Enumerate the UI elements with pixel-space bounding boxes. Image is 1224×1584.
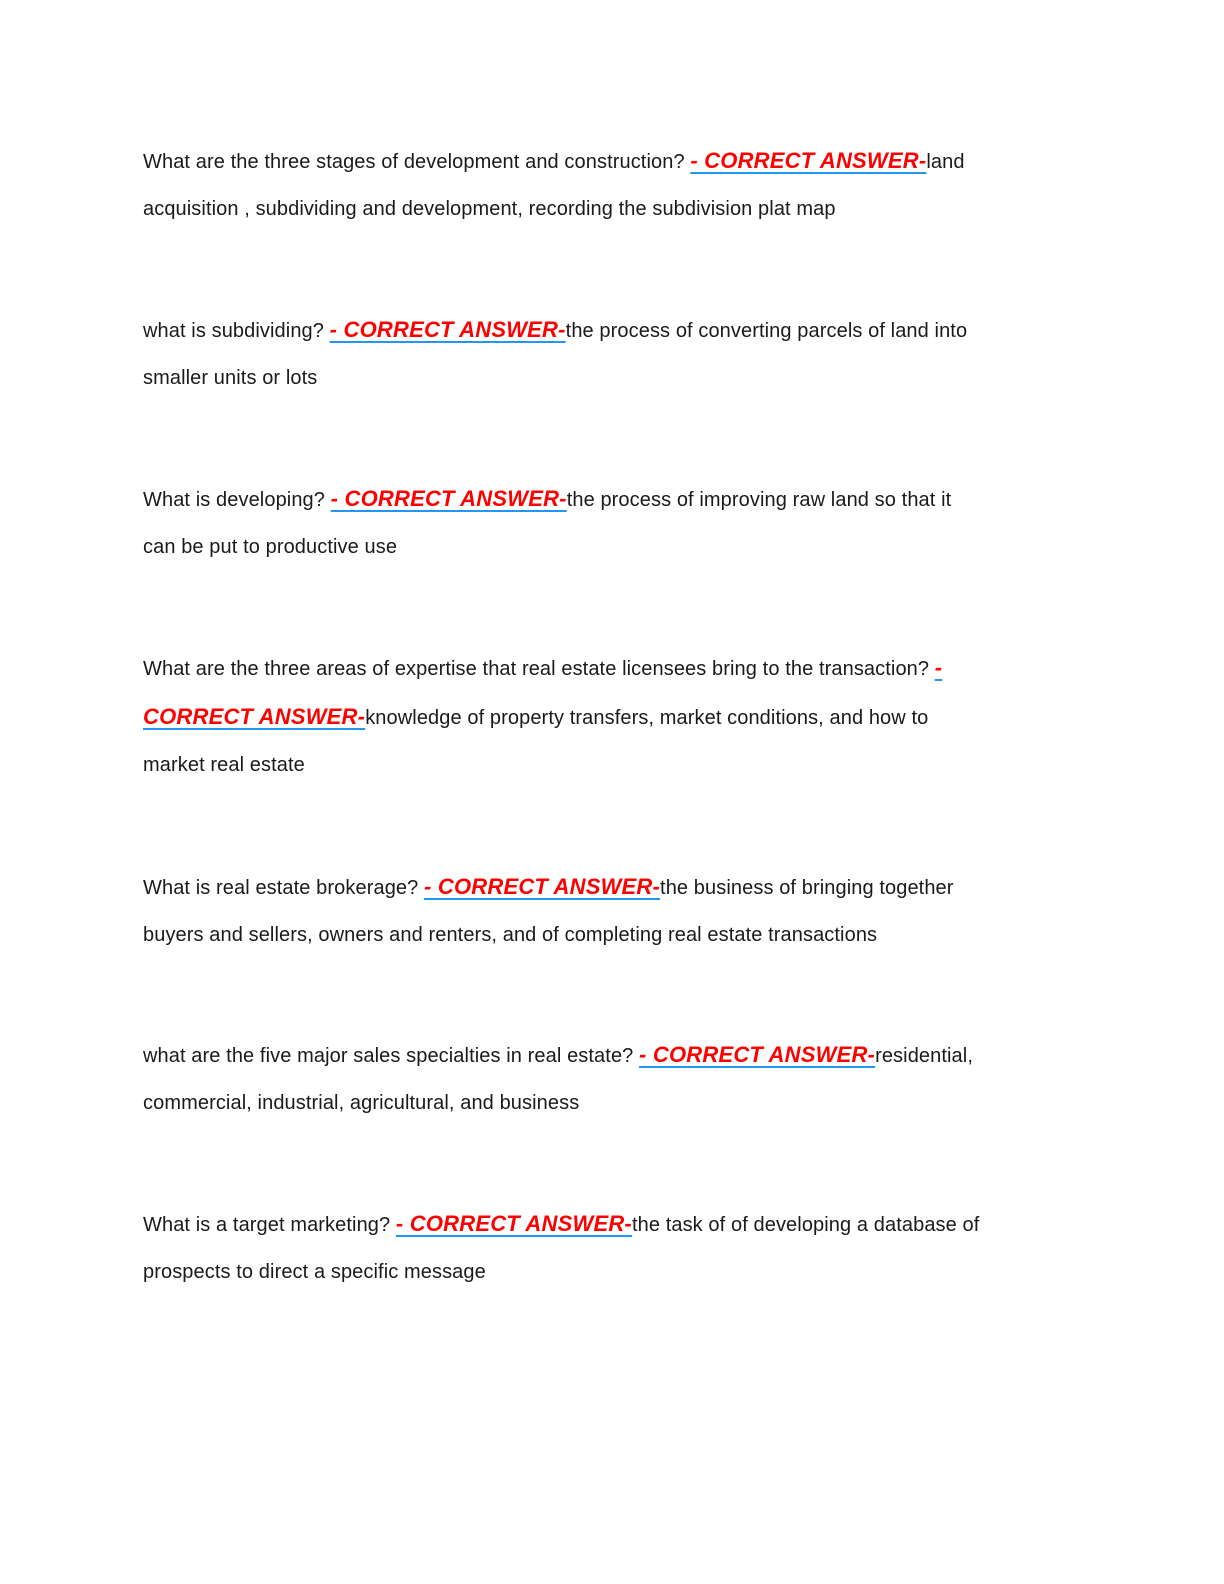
qa-line: [143, 306, 1073, 355]
answer-continuation: commercial, industrial, agricultural, and business: [143, 1092, 580, 1114]
question-text: What are the three areas of expertise that real estate licensees bring to the transaction?: [143, 658, 935, 680]
answer-text: knowledge of property transfers, market conditions, and how to: [365, 707, 929, 729]
qa-item: [143, 137, 1073, 233]
qa-line: [143, 693, 1073, 742]
qa-item: [143, 863, 1073, 959]
answer-continuation: acquisition , subdividing and development, recording the subdivision plat map: [143, 198, 836, 220]
answer-text: the task of of developing a database of: [631, 1214, 980, 1236]
qa-line: [143, 475, 1073, 524]
question-text: what are the five major sales specialties in real estate?: [143, 1045, 640, 1067]
question-text: What are the three stages of development and construction?: [143, 151, 691, 173]
answer-text: land: [926, 151, 965, 173]
answer-text: the business of bringing together: [660, 877, 954, 899]
question-text: What is a target marketing?: [143, 1214, 396, 1236]
answer-continuation: market real estate: [143, 754, 305, 776]
qa-line: [143, 644, 1073, 693]
answer-continuation: smaller units or lots: [143, 367, 318, 389]
qa-item: [143, 475, 1073, 571]
answer-continuation: can be put to productive use: [143, 536, 398, 558]
qa-line: [143, 1200, 1073, 1249]
correct-answer-tag: -: [934, 655, 943, 680]
answer-continuation: buyers and sellers, owners and renters, and of completing real estate transactions: [143, 924, 878, 946]
question-text: what is subdividing?: [143, 320, 330, 342]
qa-item: [143, 306, 1073, 402]
correct-answer-tag: CORRECT ANSWER-: [143, 704, 366, 729]
correct-answer-tag: - CORRECT ANSWER-: [690, 148, 927, 173]
correct-answer-tag: - CORRECT ANSWER-: [395, 1211, 632, 1236]
answer-text: the process of converting parcels of land into: [565, 320, 968, 342]
question-text: What is developing?: [143, 489, 331, 511]
answer-text: residential,: [875, 1045, 973, 1067]
correct-answer-tag: - CORRECT ANSWER-: [330, 486, 567, 511]
correct-answer-tag: - CORRECT ANSWER-: [639, 1042, 876, 1067]
correct-answer-tag: - CORRECT ANSWER-: [424, 874, 661, 899]
answer-continuation: prospects to direct a specific message: [143, 1261, 486, 1283]
correct-answer-tag: - CORRECT ANSWER-: [329, 317, 566, 342]
qa-line: [143, 137, 1073, 186]
qa-item: [143, 1200, 1073, 1296]
qa-item: [143, 644, 1073, 789]
qa-item: [143, 1031, 1073, 1127]
question-text: What is real estate brokerage?: [143, 877, 425, 899]
qa-line: [143, 1031, 1073, 1080]
answer-text: the process of improving raw land so that it: [566, 489, 952, 511]
qa-line: [143, 863, 1073, 912]
